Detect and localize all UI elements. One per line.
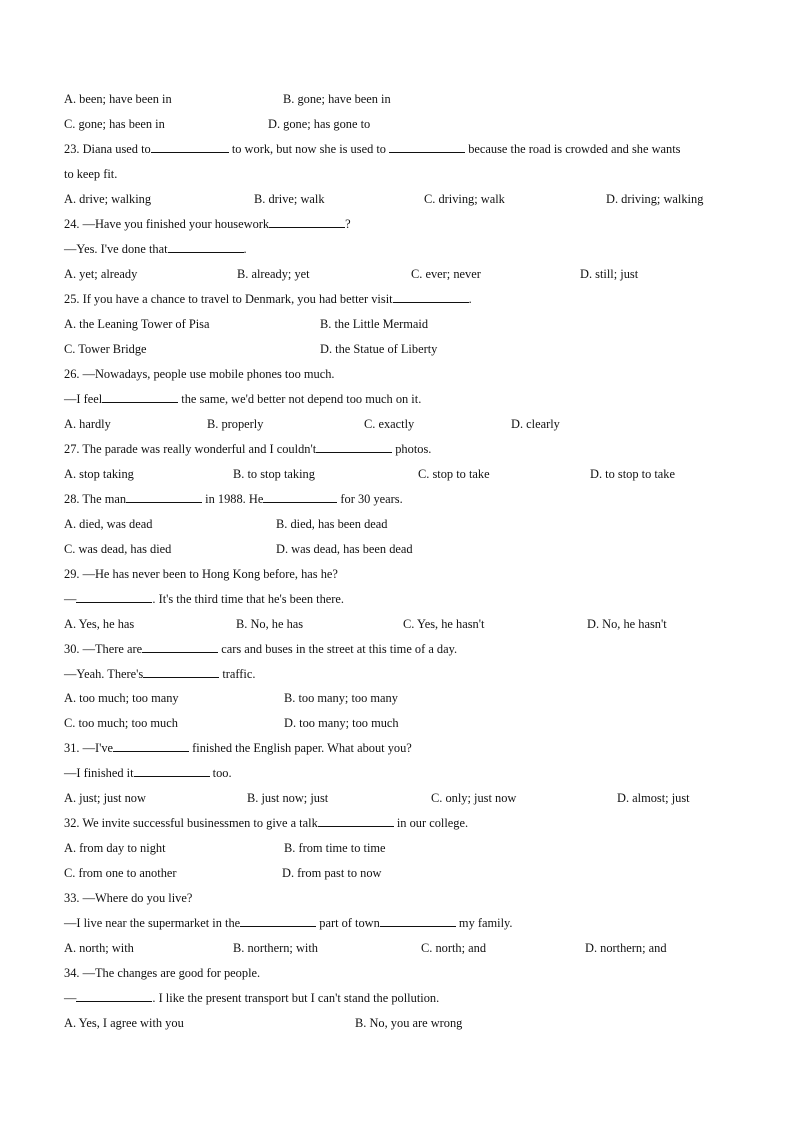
q34-reply: — . I like the present transport but I can't stand the pollution. — [64, 991, 440, 1005]
q29-option-c: C. Yes, he hasn't — [403, 617, 485, 631]
q31-option-b: B. just now; just — [247, 791, 329, 805]
q28-option-a: A. died, was dead — [64, 517, 153, 531]
q30-option-a: A. too much; too many — [64, 691, 179, 705]
q26-option-b: B. properly — [207, 417, 264, 431]
q26-option-c: C. exactly — [364, 417, 415, 431]
q27-option-c: C. stop to take — [418, 467, 490, 481]
answer-blank — [380, 915, 456, 927]
answer-blank — [389, 141, 465, 153]
q32-option-b: B. from time to time — [284, 841, 386, 855]
answer-blank — [126, 491, 202, 503]
q34-stem: 34. —The changes are good for people. — [64, 966, 261, 980]
q30-option-b: B. too many; too many — [284, 691, 398, 705]
q22-option-a: A. been; have been in — [64, 92, 172, 106]
answer-blank — [142, 641, 218, 653]
q31-option-a: A. just; just now — [64, 791, 146, 805]
q33-reply: —I live near the supermarket in the part of town my family. — [64, 916, 513, 930]
q33-stem: 33. —Where do you live? — [64, 891, 193, 905]
q26-stem: 26. —Nowadays, people use mobile phones too much. — [64, 367, 335, 381]
q29-stem: 29. —He has never been to Hong Kong before, has he? — [64, 567, 338, 581]
q29-option-a: A. Yes, he has — [64, 617, 135, 631]
answer-blank — [76, 591, 152, 603]
q30-reply: —Yeah. There's traffic. — [64, 667, 256, 681]
q23-option-b: B. drive; walk — [254, 192, 325, 206]
q33-option-d: D. northern; and — [585, 941, 667, 955]
q34-option-a: A. Yes, I agree with you — [64, 1016, 184, 1030]
q24-option-b: B. already; yet — [237, 267, 310, 281]
q32-option-a: A. from day to night — [64, 841, 166, 855]
answer-blank — [269, 216, 345, 228]
q24-option-d: D. still; just — [580, 267, 639, 281]
q25-option-c: C. Tower Bridge — [64, 342, 147, 356]
answer-blank — [316, 441, 392, 453]
q23-stem-cont: to keep fit. — [64, 167, 118, 181]
q32-stem: 32. We invite successful businessmen to give a talk in our college. — [64, 816, 469, 830]
q29-option-d: D. No, he hasn't — [587, 617, 667, 631]
q25-stem: 25. If you have a chance to travel to Denmark, you had better visit . — [64, 292, 472, 306]
answer-blank — [113, 740, 189, 752]
q25-option-d: D. the Statue of Liberty — [320, 342, 438, 356]
q27-stem: 27. The parade was really wonderful and I couldn't photos. — [64, 442, 432, 456]
q33-option-b: B. northern; with — [233, 941, 319, 955]
q29-option-b: B. No, he has — [236, 617, 304, 631]
answer-blank — [76, 990, 152, 1002]
q32-option-c: C. from one to another — [64, 866, 177, 880]
q31-option-d: D. almost; just — [617, 791, 690, 805]
q28-option-c: C. was dead, has died — [64, 542, 172, 556]
q26-option-d: D. clearly — [511, 417, 560, 431]
q24-stem: 24. —Have you finished your housework ? — [64, 217, 351, 231]
q31-stem: 31. —I've finished the English paper. What about you? — [64, 741, 412, 755]
answer-blank — [318, 815, 394, 827]
q30-option-c: C. too much; too much — [64, 716, 178, 730]
q25-option-a: A. the Leaning Tower of Pisa — [64, 317, 210, 331]
answer-blank — [240, 915, 316, 927]
q23-option-a: A. drive; walking — [64, 192, 152, 206]
q22-option-b: B. gone; have been in — [283, 92, 391, 106]
q32-option-d: D. from past to now — [282, 866, 382, 880]
q23-option-d: D. driving; walking — [606, 192, 704, 206]
q27-option-a: A. stop taking — [64, 467, 134, 481]
q24-reply: —Yes. I've done that . — [64, 242, 247, 256]
answer-blank — [393, 291, 469, 303]
answer-blank — [134, 765, 210, 777]
q30-option-d: D. too many; too much — [284, 716, 399, 730]
q28-stem: 28. The man in 1988. He for 30 years. — [64, 492, 403, 506]
q28-option-d: D. was dead, has been dead — [276, 542, 413, 556]
q24-option-a: A. yet; already — [64, 267, 138, 281]
q22-option-d: D. gone; has gone to — [268, 117, 371, 131]
q34-option-b: B. No, you are wrong — [355, 1016, 463, 1030]
q28-option-b: B. died, has been dead — [276, 517, 388, 531]
q27-option-b: B. to stop taking — [233, 467, 315, 481]
q24-option-c: C. ever; never — [411, 267, 481, 281]
answer-blank — [168, 241, 244, 253]
answer-blank — [263, 491, 337, 503]
answer-blank — [143, 666, 219, 678]
answer-blank — [102, 391, 178, 403]
q26-option-a: A. hardly — [64, 417, 111, 431]
q23-option-c: C. driving; walk — [424, 192, 505, 206]
q30-stem: 30. —There are cars and buses in the street at this time of a day. — [64, 642, 458, 656]
q26-reply: —I feel the same, we'd better not depend too much on it. — [64, 392, 422, 406]
q23-stem: 23. Diana used to to work, but now she is used to because the road is crowded and she wants — [64, 142, 681, 156]
q31-reply: —I finished it too. — [64, 766, 232, 780]
answer-blank — [151, 141, 229, 153]
q27-option-d: D. to stop to take — [590, 467, 676, 481]
q31-option-c: C. only; just now — [431, 791, 517, 805]
q29-reply: — . It's the third time that he's been there. — [64, 592, 345, 606]
q33-option-c: C. north; and — [421, 941, 487, 955]
q25-option-b: B. the Little Mermaid — [320, 317, 429, 331]
q33-option-a: A. north; with — [64, 941, 134, 955]
q22-option-c: C. gone; has been in — [64, 117, 165, 131]
